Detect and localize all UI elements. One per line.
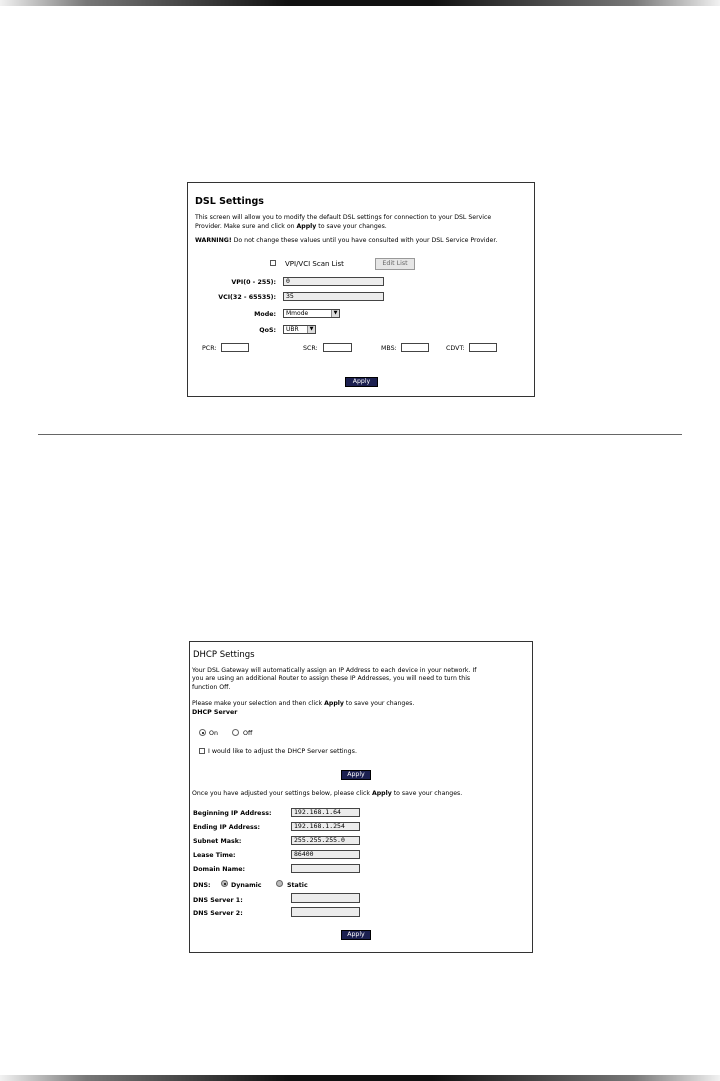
beginning-ip-input[interactable]: 192.168.1.64 [291,808,360,817]
dns-server-1-label: DNS Server 1: [193,897,243,904]
dhcp-description-line2: you are using an additional Router to assign these IP Addresses, you will need to turn this [192,675,471,682]
vci-input[interactable]: 35 [283,292,384,301]
edit-list-button[interactable]: Edit List [375,258,415,270]
mode-select[interactable] [283,309,340,318]
vci-label: VCI(32 - 65535): [218,294,276,301]
dhcp-selection-text: Please make your selection and then click Apply to save your changes. [192,700,415,707]
dsl-description-line2: Provider. Make sure and click on Apply to save your changes. [195,223,387,230]
lease-time-label: Lease Time: [193,852,236,859]
dns-server-2-input[interactable] [291,907,360,917]
dhcp-off-label: Off [243,730,253,737]
dsl-description-line1: This screen will allow you to modify the default DSL settings for connection to your DSL Service [195,214,492,221]
chevron-down-icon: ▼ [307,326,315,333]
dsl-apply-button[interactable]: Apply [345,377,378,387]
ending-ip-input[interactable]: 192.168.1.254 [291,822,360,831]
dns-dynamic-label: Dynamic [231,882,262,889]
section-divider [38,434,682,435]
beginning-ip-label: Beginning IP Address: [193,810,272,817]
dns-server-1-input[interactable] [291,893,360,903]
dhcp-settings-apply-button[interactable]: Apply [341,930,371,940]
cdvt-label: CDVT: [446,345,465,352]
chevron-down-icon: ▼ [331,310,339,317]
dhcp-server-heading: DHCP Server [192,709,238,716]
dhcp-server-apply-button[interactable]: Apply [341,770,371,780]
lease-time-input[interactable]: 86400 [291,850,360,859]
bottom-decorative-bar [0,1075,720,1081]
qos-select-value: UBR [286,326,299,333]
pcr-input[interactable] [221,343,249,352]
dns-static-radio[interactable] [276,880,283,887]
adjust-dhcp-checkbox[interactable] [199,748,205,754]
ending-ip-label: Ending IP Address: [193,824,261,831]
dns-static-label: Static [287,882,308,889]
mode-label: Mode: [254,311,276,318]
top-decorative-bar [0,0,720,6]
dhcp-on-label: On [209,730,218,737]
subnet-mask-label: Subnet Mask: [193,838,242,845]
mbs-label: MBS: [381,345,397,352]
dhcp-on-radio[interactable] [199,729,206,736]
dns-server-2-label: DNS Server 2: [193,910,243,917]
dhcp-description-line3: function Off. [192,684,231,691]
domain-name-label: Domain Name: [193,866,246,873]
mbs-input[interactable] [401,343,429,352]
adjust-dhcp-label: I would like to adjust the DHCP Server settings. [208,748,357,755]
dsl-settings-panel [187,182,535,397]
scan-list-label: VPI/VCI Scan List [285,260,344,268]
cdvt-input[interactable] [469,343,497,352]
dsl-warning: WARNING! Do not change these values until you have consulted with your DSL Service Provider. [195,237,498,244]
dsl-title: DSL Settings [195,196,264,207]
dns-label: DNS: [193,882,211,889]
vpi-label: VPI(0 - 255): [231,279,276,286]
subnet-mask-input[interactable]: 255.255.255.0 [291,836,360,845]
mode-select-value: Mmode [286,310,309,317]
domain-name-input[interactable] [291,864,360,873]
vpi-input[interactable]: 0 [283,277,384,286]
dhcp-description-line1: Your DSL Gateway will automatically assign an IP Address to each device in your network. If [192,667,477,674]
scr-label: SCR: [303,345,318,352]
dhcp-settings-panel [189,641,533,953]
dns-dynamic-radio[interactable] [221,880,228,887]
pcr-label: PCR: [202,345,217,352]
dhcp-once-text: Once you have adjusted your settings below, please click Apply to save your changes. [192,790,463,797]
qos-select[interactable] [283,325,316,334]
dhcp-off-radio[interactable] [232,729,239,736]
scr-input[interactable] [323,343,352,352]
dhcp-title: DHCP Settings [193,650,255,660]
qos-label: QoS: [259,327,276,334]
vpi-vci-scan-list-checkbox[interactable] [270,260,276,266]
